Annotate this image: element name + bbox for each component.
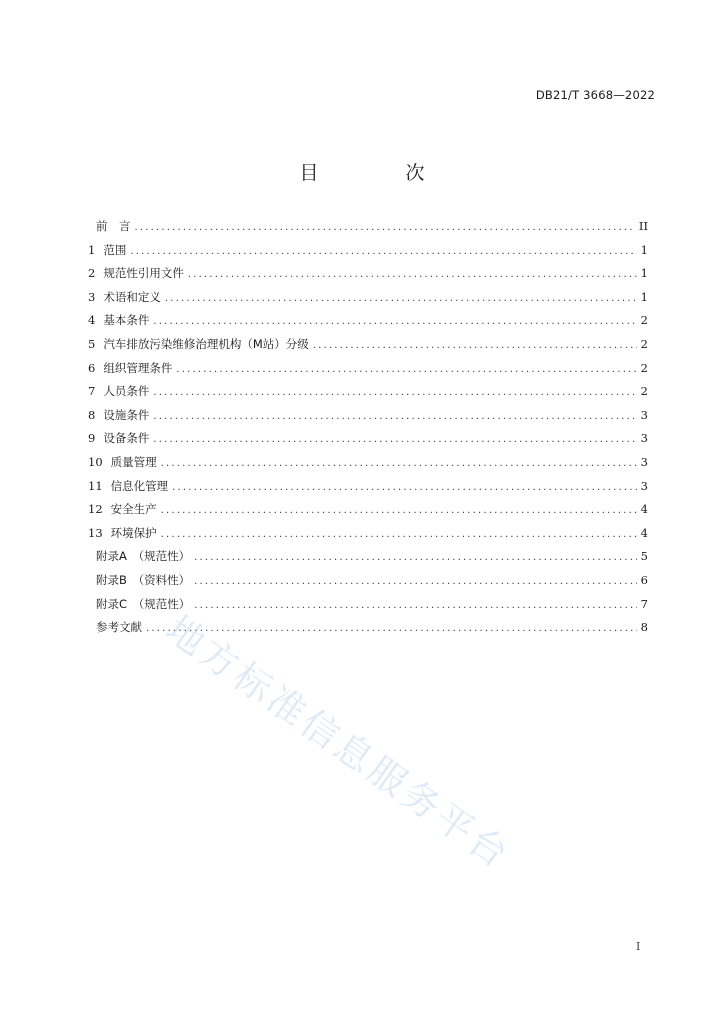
dot-leader [176,364,636,375]
watermark-text: 地方标准信息服务平台 [158,607,519,878]
toc-entry-number: 1 [88,242,96,257]
toc-entry-number: 5 [88,336,96,351]
toc-entry-13[interactable] [88,525,648,549]
toc-entry-page: 2 [640,336,648,351]
toc-entry-page: 3 [640,454,648,469]
toc-entry-page: 7 [640,596,648,611]
toc-entry-number: 3 [88,289,96,304]
dot-leader [188,269,637,280]
toc-entry-label: 附录B （资料性） [96,572,191,587]
toc-entry-label: 术语和定义 [103,289,161,304]
toc-entry-page: 3 [640,431,648,446]
toc-entry-label: 设施条件 [103,407,150,422]
toc-entry-label: 质量管理 [110,454,157,469]
toc-entry-label: 附录C （规范性） [96,596,191,611]
page-number: I [636,940,641,953]
toc-entry-page: 3 [640,478,648,493]
dot-leader [165,293,637,304]
toc-entry-label: 环境保护 [110,525,157,540]
toc-entry-label: 范围 [103,242,127,257]
toc-entry-page: 1 [640,289,648,304]
toc-entry-page: II [638,219,648,233]
toc-entry-label: 设备条件 [103,431,150,446]
toc-entry-8[interactable] [88,407,648,431]
toc-entry-label: 规范性引用文件 [103,266,184,281]
toc-entry-number: 13 [88,525,103,540]
toc-entry-7[interactable] [88,383,648,407]
dot-leader [194,576,637,587]
toc-entry-label: 安全生产 [110,502,157,517]
toc-entry-number: 9 [88,431,96,446]
toc-entry-9[interactable] [88,430,648,454]
dot-leader [153,316,636,327]
dot-leader [146,623,637,634]
toc-entry-label: 汽车排放污染维修治理机构（M站）分级 [103,336,309,351]
toc-entry-4[interactable] [88,312,648,336]
toc-entry-1[interactable] [88,242,648,266]
toc-entry-12[interactable] [88,501,648,525]
toc-entry-label: 组织管理条件 [103,360,173,375]
dot-leader [161,458,637,469]
toc-entry-page: 4 [640,525,648,540]
toc-entry-5[interactable] [88,336,648,360]
dot-leader [130,246,636,257]
toc-entry-references[interactable] [88,619,648,643]
toc-entry-page: 2 [640,360,648,375]
dot-leader [161,505,637,516]
toc-entry-number: 11 [88,478,103,493]
toc-entry-page: 2 [640,313,648,328]
dot-leader [153,434,636,445]
toc-entry-page: 6 [640,572,648,587]
standard-code: DB21/T 3668—2022 [535,88,655,102]
toc-entry-number: 10 [88,454,103,469]
toc-entry-page: 3 [640,407,648,422]
dot-leader [194,552,637,563]
toc-entry-2[interactable] [88,265,648,289]
toc-entry-page: 1 [640,266,648,281]
dot-leader [172,482,637,493]
dot-leader [313,340,637,351]
toc-entry-page: 1 [640,242,648,257]
toc-entry-appendix-b[interactable] [88,572,648,596]
toc-entry-page: 2 [640,384,648,399]
toc-entry-label: 基本条件 [103,313,150,328]
toc-entry-6[interactable] [88,360,648,384]
toc-entry-page: 8 [640,620,648,635]
toc-entry-foreword[interactable] [88,218,648,242]
toc-entry-label: 人员条件 [103,384,150,399]
dot-leader [194,600,636,611]
table-of-contents [88,218,648,643]
dot-leader [135,222,635,233]
dot-leader [153,387,636,398]
toc-entry-number: 6 [88,360,96,375]
toc-entry-number: 7 [88,384,96,399]
toc-entry-page: 4 [640,502,648,517]
toc-entry-number: 12 [88,502,103,517]
toc-entry-number: 4 [88,313,96,328]
toc-entry-label: 附录A （规范性） [96,549,191,564]
toc-entry-label: 参考文献 [96,620,142,635]
page-title: 目 次 [299,162,459,184]
toc-entry-page: 5 [640,549,648,564]
toc-entry-label: 信息化管理 [110,478,169,493]
toc-entry-11[interactable] [88,478,648,502]
toc-entry-appendix-a[interactable] [88,548,648,572]
dot-leader [161,529,637,540]
toc-entry-3[interactable] [88,289,648,313]
toc-entry-10[interactable] [88,454,648,478]
toc-entry-label: 前 言 [96,219,131,233]
toc-entry-appendix-c[interactable] [88,596,648,620]
toc-entry-number: 2 [88,266,96,281]
dot-leader [153,411,636,422]
toc-entry-number: 8 [88,407,96,422]
